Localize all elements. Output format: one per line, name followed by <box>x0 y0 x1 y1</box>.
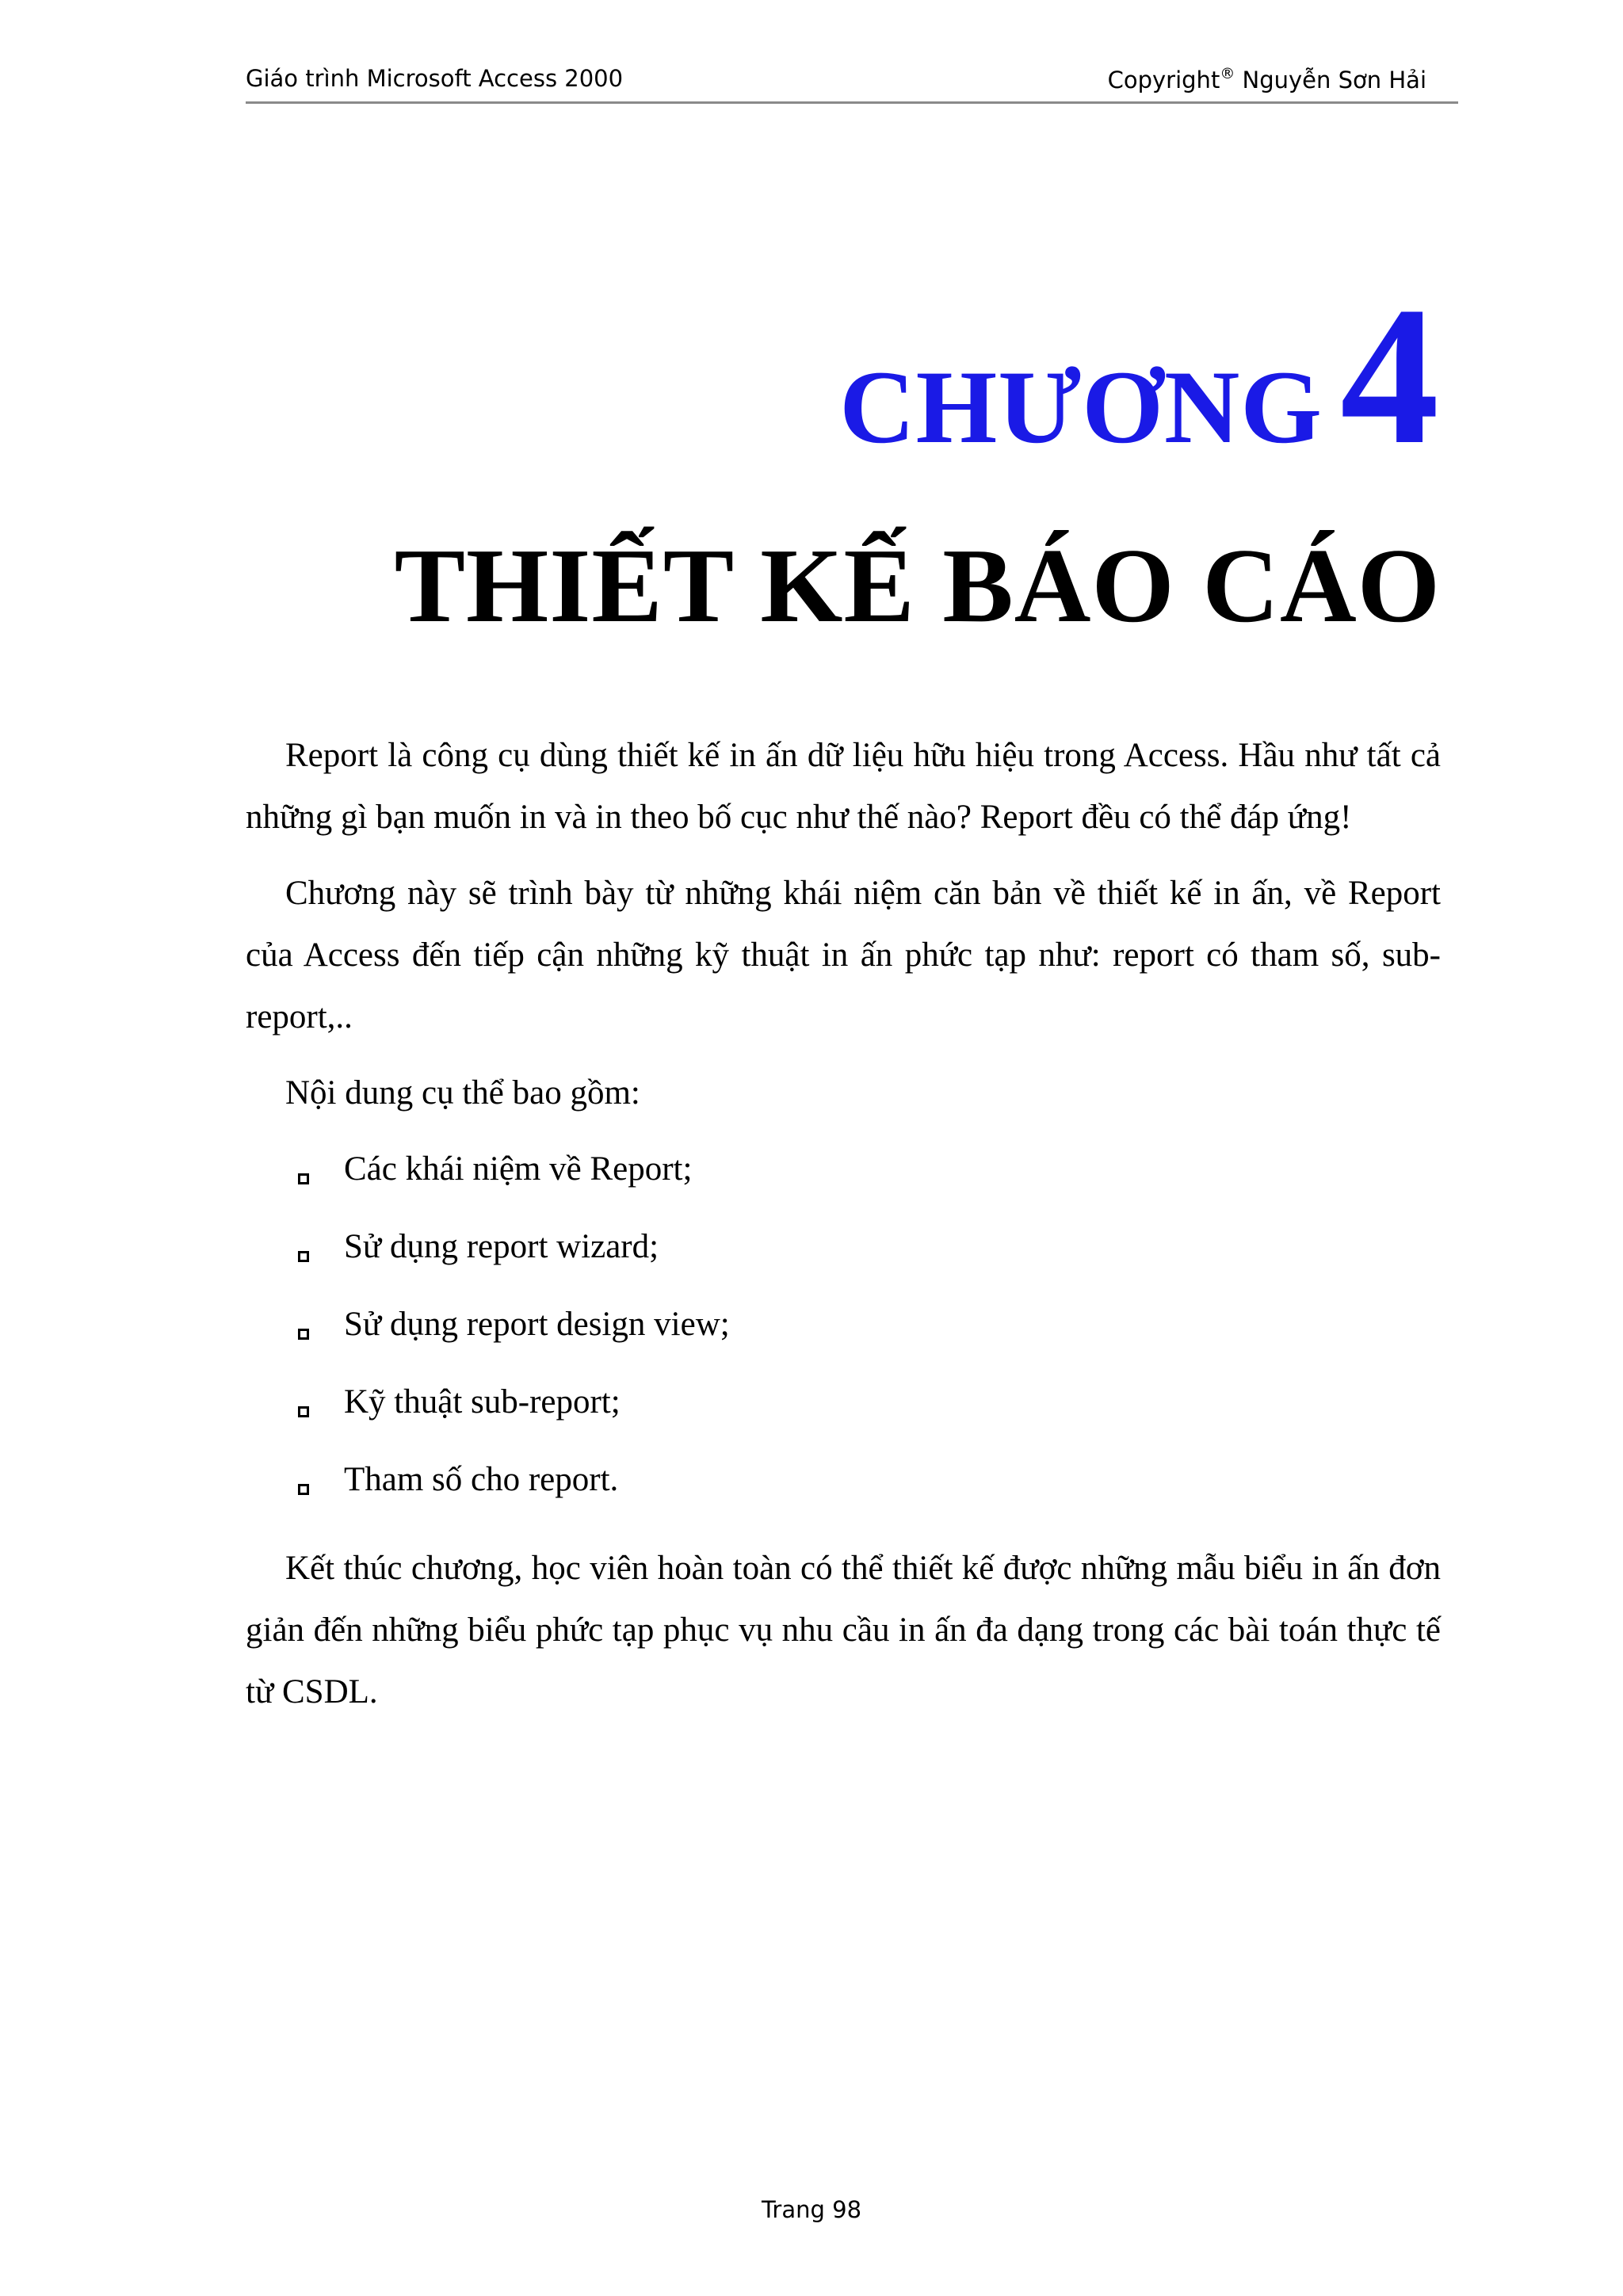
list-item <box>246 1138 1441 1216</box>
chapter-title: THIẾT KẾ BÁO CÁO <box>394 527 1441 644</box>
list-item-text: Các khái niệm về Report; <box>344 1150 693 1188</box>
closing-paragraph: Kết thúc chương, học viên hoàn toàn có thể thiết kế được những mẫu biểu in ấn đơn giản đến những biểu phức tạp phục vụ nhu cầu in ấn đa dạng trong các bài toán thực tế từ CSDL. <box>246 1550 1441 1711</box>
chapter-number: 4 <box>1340 266 1439 486</box>
list-item <box>246 1371 1441 1449</box>
header-copyright <box>1108 65 1426 93</box>
list-item-text: Tham số cho report. <box>344 1461 619 1498</box>
list-item-text: Sử dụng report wizard; <box>344 1228 659 1265</box>
chapter-heading <box>839 266 1439 486</box>
registered-mark: ® <box>1220 65 1235 82</box>
list-item-text: Kỹ thuật sub-report; <box>344 1383 621 1421</box>
square-bullet-icon <box>298 1484 309 1495</box>
square-bullet-icon <box>298 1329 309 1340</box>
contents-list <box>246 1138 1441 1527</box>
square-bullet-icon <box>298 1251 309 1262</box>
chapter-word: CHƯƠNG <box>839 349 1323 465</box>
copyright-label: Copyright <box>1107 67 1220 93</box>
square-bullet-icon <box>298 1173 309 1184</box>
square-bullet-icon <box>298 1406 309 1417</box>
intro-paragraph-1: Report là công cụ dùng thiết kế in ấn dữ liệu hữu hiệu trong Access. Hầu như tất cả những gì bạn muốn in và in theo bố cục như thế nào? Report đều có thể đáp ứng! <box>246 737 1441 836</box>
page-number: Trang 98 <box>761 2196 862 2223</box>
author-name: Nguyễn Sơn Hải <box>1235 67 1426 93</box>
chapter-body <box>246 725 1441 1737</box>
contents-lead-in: Nội dung cụ thể bao gồm: <box>285 1074 640 1112</box>
list-item <box>246 1449 1441 1527</box>
list-item <box>246 1294 1441 1371</box>
list-item-text: Sử dụng report design view; <box>344 1306 730 1343</box>
page-header <box>246 62 1458 104</box>
header-book-title: Giáo trình Microsoft Access 2000 <box>246 65 624 92</box>
list-item <box>246 1216 1441 1294</box>
intro-paragraph-2: Chương này sẽ trình bày từ những khái niệm căn bản về thiết kế in ấn, về Report của Access đến tiếp cận những kỹ thuật in ấn phức tạp như: report có tham số, sub-report,.. <box>246 875 1441 1035</box>
